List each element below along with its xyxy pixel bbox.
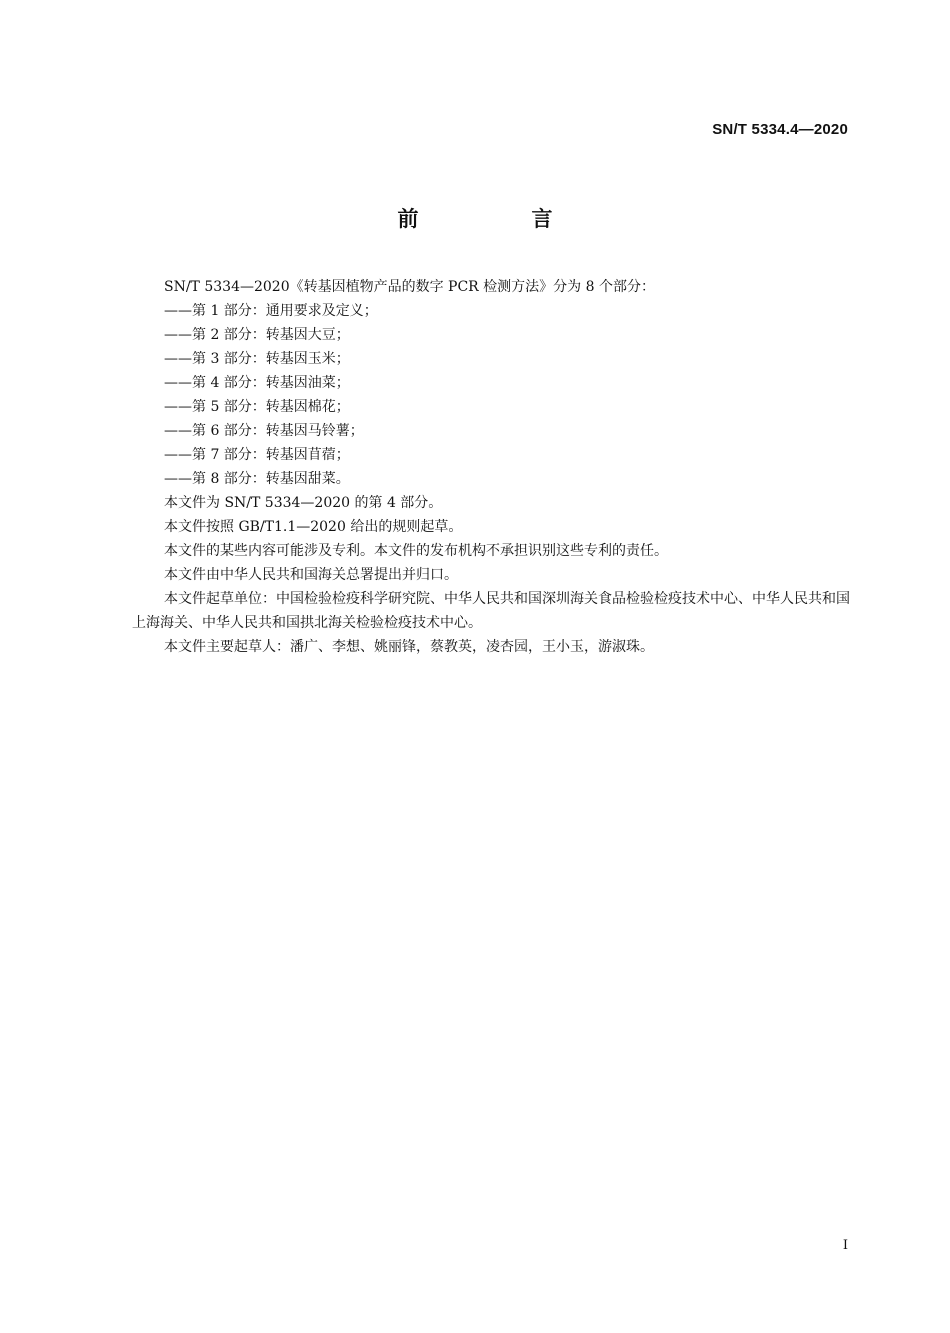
patent-paragraph: 本文件的某些内容可能涉及专利。本文件的发布机构不承担识别这些专利的责任。 [164, 543, 668, 559]
page-number: I [842, 1238, 848, 1253]
list-item: ——第 3 部分：转基因玉米； [164, 351, 350, 367]
list-item: ——第 8 部分：转基因甜菜。 [164, 471, 350, 487]
drafting-units-paragraph: 本文件起草单位：中国检验检疫科学研究院、中华人民共和国深圳海关食品检验检疫技术中心、中华人民共和国上海海关、中华人民共和国拱北海关检验检疫技术中心。 [132, 591, 850, 631]
list-item: ——第 2 部分：转基因大豆； [164, 327, 350, 343]
foreword-body [132, 275, 852, 659]
part-of-paragraph: 本文件为 SN/T 5334—2020 的第 4 部分。 [164, 495, 443, 511]
proposer-paragraph: 本文件由中华人民共和国海关总署提出并归口。 [164, 567, 458, 583]
page-title: 前 言 [397, 207, 599, 231]
list-item: ——第 6 部分：转基因马铃薯； [164, 423, 364, 439]
document-code: SN/T 5334.4—2020 [712, 121, 848, 138]
drafters-paragraph: 本文件主要起草人：潘广、李想、姚丽锋，蔡教英，凌杏园，王小玉，游淑珠。 [164, 639, 654, 655]
intro-paragraph: SN/T 5334—2020《转基因植物产品的数字 PCR 检测方法》分为 8 个部分： [164, 279, 655, 295]
list-item: ——第 7 部分：转基因苜蓿； [164, 447, 350, 463]
list-item: ——第 5 部分：转基因棉花； [164, 399, 350, 415]
rules-paragraph: 本文件按照 GB/T1.1—2020 给出的规则起草。 [164, 519, 463, 535]
list-item: ——第 4 部分：转基因油菜； [164, 375, 350, 391]
list-item: ——第 1 部分：通用要求及定义； [164, 303, 378, 319]
